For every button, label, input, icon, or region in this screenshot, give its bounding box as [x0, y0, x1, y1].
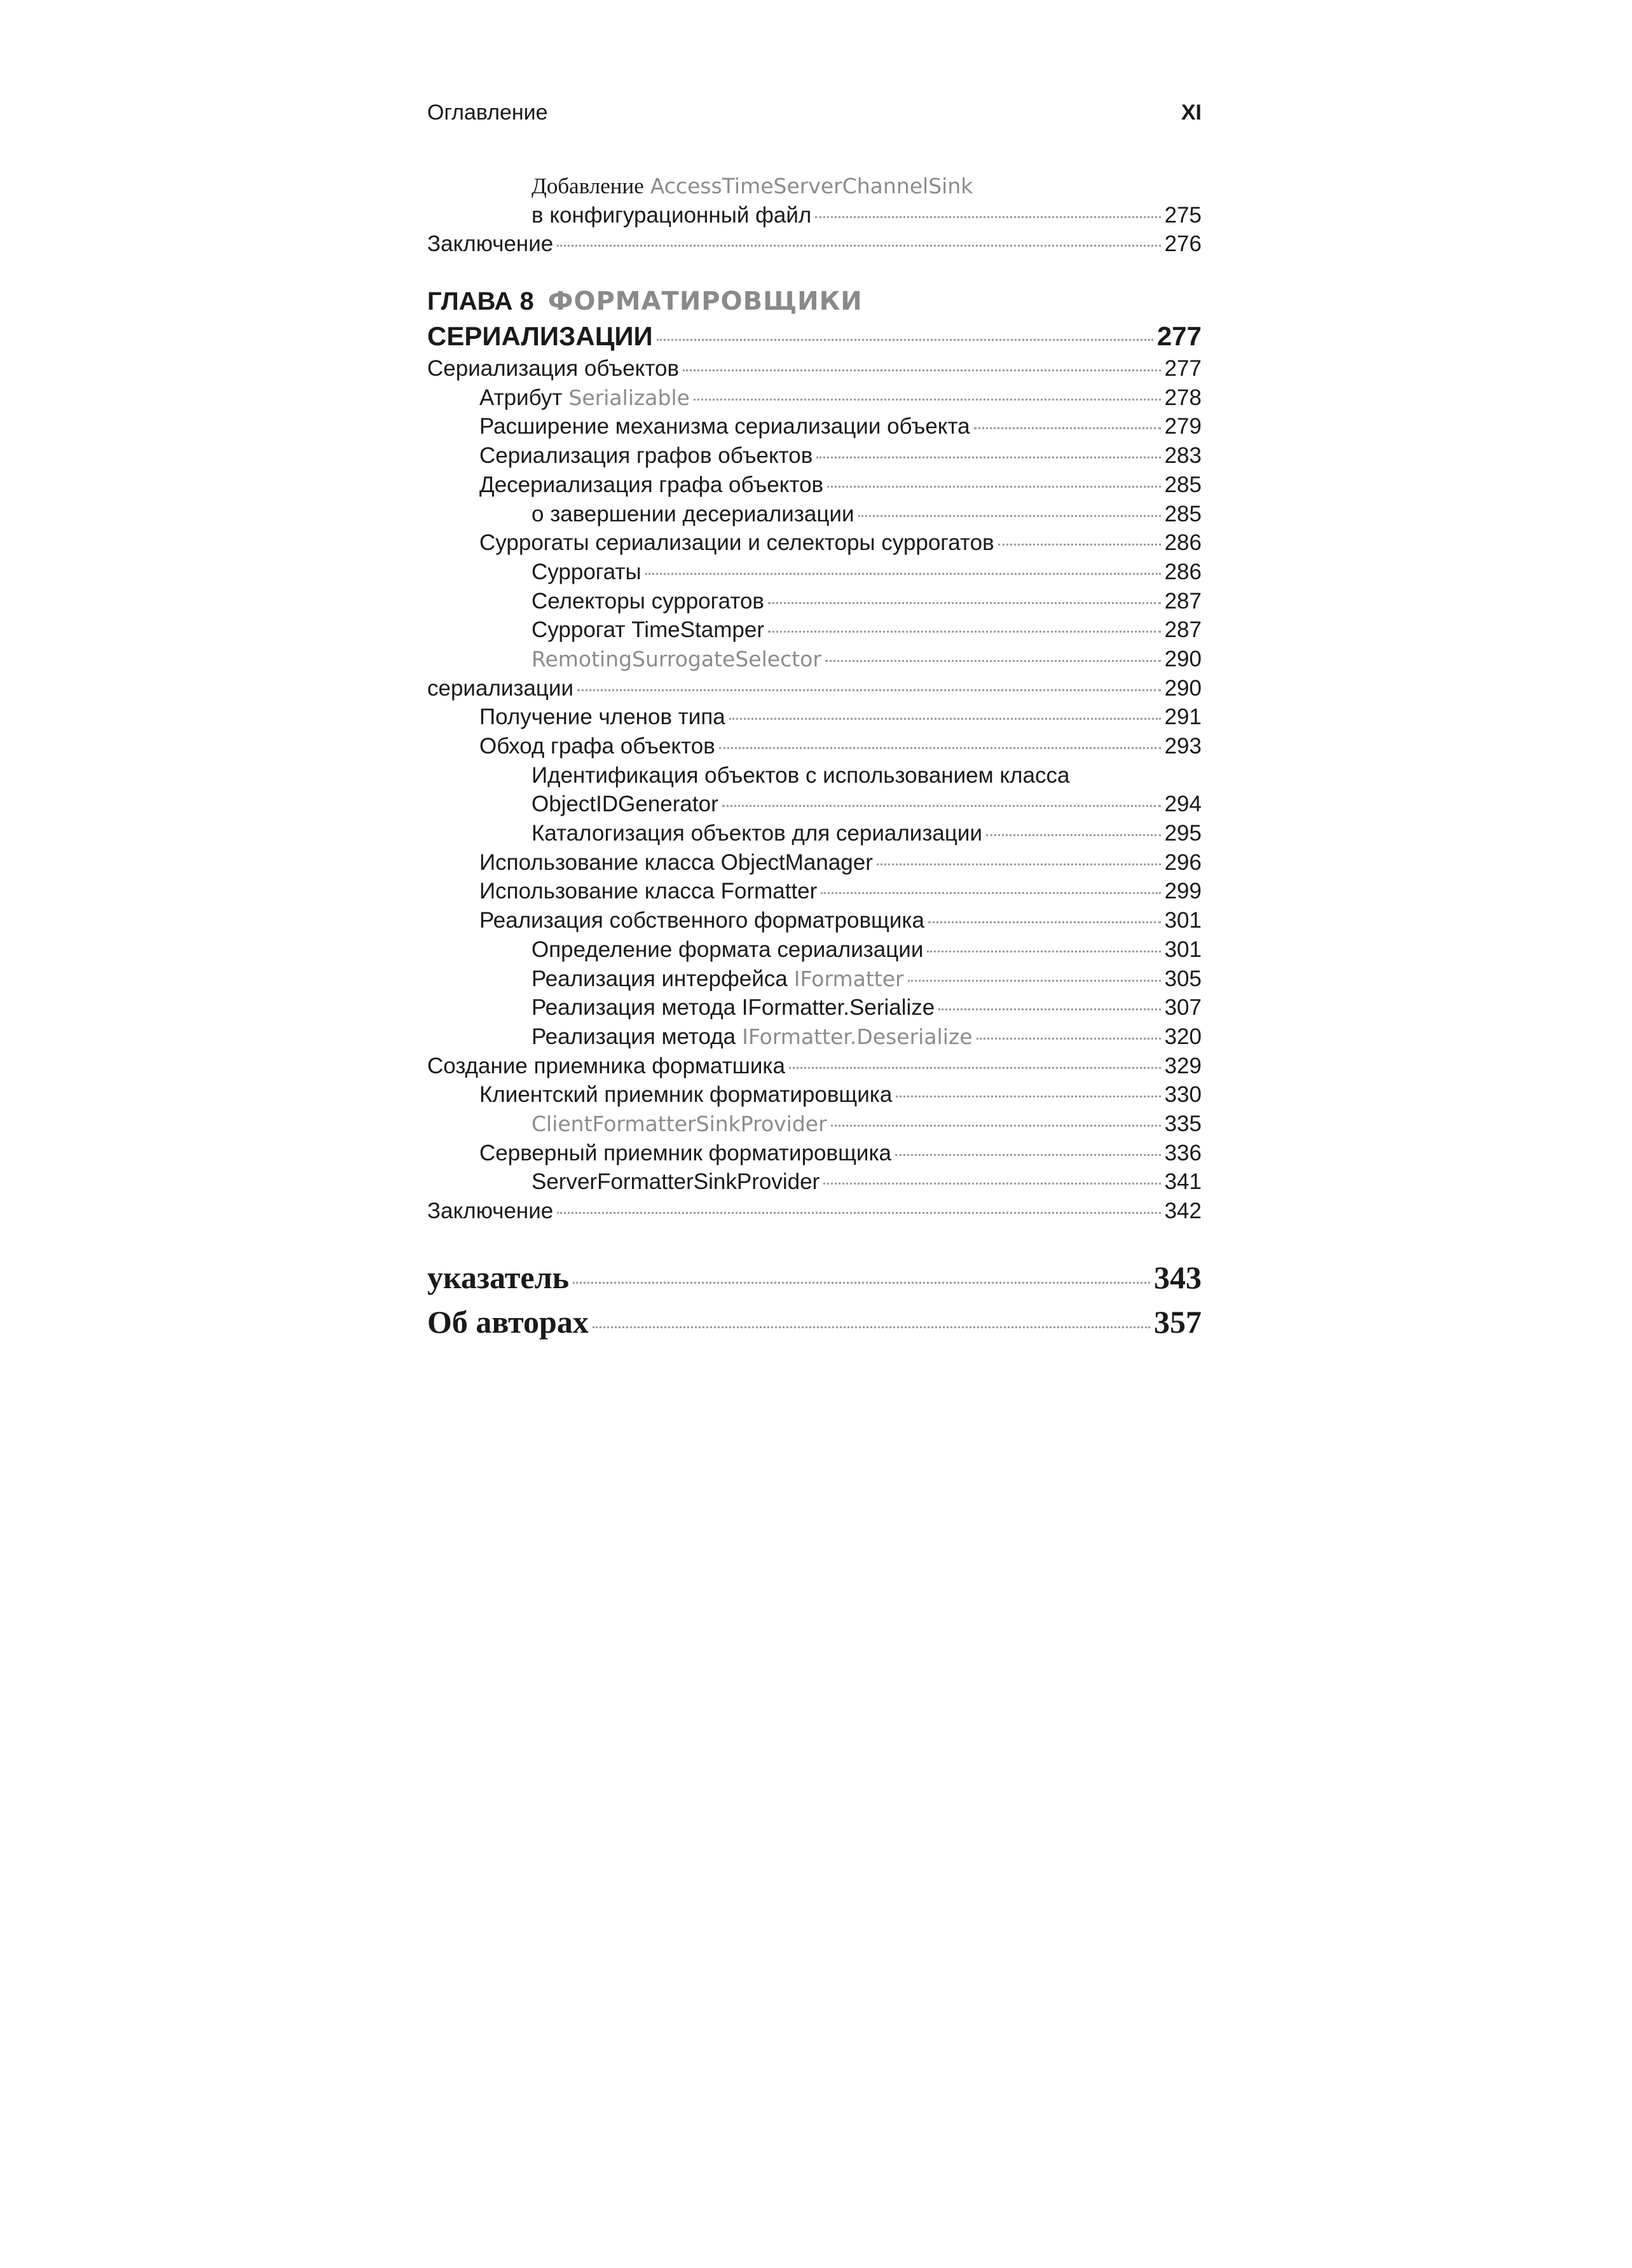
toc-entry-code: RemotingSurrogateSelector — [531, 646, 821, 671]
section-title: Оглавление — [427, 100, 548, 125]
toc-entry-text: Обход графа объектов — [479, 734, 715, 759]
dot-leader — [719, 747, 1161, 749]
toc-page-number: 330 — [1164, 1082, 1202, 1108]
toc-entry — [427, 848, 1202, 877]
toc-page-number: 293 — [1164, 734, 1202, 759]
dot-leader — [986, 834, 1161, 836]
toc-page-number: 285 — [1164, 472, 1202, 497]
toc-page-number: 294 — [1164, 792, 1202, 817]
toc-page-number: 343 — [1154, 1259, 1202, 1295]
toc-page-number: 287 — [1164, 588, 1202, 614]
toc-page-number: 357 — [1154, 1303, 1202, 1340]
toc-entry-text: Реализация собственного форматровщика — [479, 908, 924, 933]
dot-leader — [557, 1212, 1160, 1214]
toc-entry-text: ServerFormatterSinkProvider — [531, 1169, 820, 1195]
chapter-title: ФОРМАТИРОВЩИКИ — [547, 287, 863, 317]
toc-entry-text: Заключение — [427, 1199, 554, 1223]
chapter-label: ГЛАВА 8 — [427, 287, 534, 316]
toc-entry-text: Получение членов типа — [479, 704, 725, 730]
dot-leader — [645, 573, 1161, 575]
dot-leader — [694, 399, 1161, 401]
toc-entry-text: Реализация метода IFormatter.Serialize — [531, 995, 935, 1021]
toc-entry-text: Добавление — [531, 174, 644, 198]
toc-page-number: 278 — [1164, 385, 1202, 410]
toc-entry — [427, 877, 1202, 906]
toc-entry-text: Селекторы суррогатов — [531, 588, 765, 614]
toc-entry — [427, 703, 1202, 732]
toc-entry — [427, 790, 1202, 819]
toc-page-number: 335 — [1164, 1111, 1202, 1136]
dot-leader — [729, 718, 1161, 720]
toc-entry-text: Десериализация графа объектов — [479, 472, 824, 497]
toc-page-number: 285 — [1164, 501, 1202, 526]
toc-entry — [427, 528, 1202, 558]
toc-entry — [427, 172, 1202, 201]
toc-entry-text: Суррогаты — [531, 559, 641, 584]
toc-entry — [427, 761, 1202, 790]
dot-leader — [593, 1326, 1150, 1328]
dot-leader — [768, 602, 1161, 604]
dot-leader — [789, 1067, 1161, 1069]
toc-page-number: 342 — [1164, 1199, 1202, 1223]
toc-entry-text: Расширение механизма сериализации объекта — [479, 414, 970, 439]
dot-leader — [825, 660, 1161, 662]
dot-leader — [938, 1008, 1160, 1010]
toc-entry — [427, 1167, 1202, 1197]
toc-entry — [427, 1110, 1202, 1139]
dot-leader — [657, 339, 1153, 341]
toc-entry-text: ObjectIDGenerator — [531, 792, 718, 817]
toc-page-number: 279 — [1164, 414, 1202, 439]
dot-leader — [895, 1154, 1161, 1156]
toc-page-number: 305 — [1164, 966, 1202, 991]
toc-entry — [427, 674, 1202, 703]
toc-page-number: 276 — [1164, 231, 1202, 257]
toc-entry-text: Сериализация графов объектов — [479, 443, 813, 469]
toc-page-number: 329 — [1164, 1053, 1202, 1078]
toc-entry-index — [427, 1255, 1202, 1300]
toc-entry — [427, 819, 1202, 848]
toc-entry — [427, 471, 1202, 500]
chapter-page-number: 277 — [1156, 321, 1202, 352]
toc-entry — [427, 201, 1202, 230]
toc-entry-text: Использование класса Formatter — [479, 879, 818, 904]
toc-page-number: 277 — [1164, 356, 1202, 381]
dot-leader — [815, 216, 1160, 218]
toc-entry-code: ClientFormatterSinkProvider — [531, 1111, 827, 1136]
dot-leader — [821, 892, 1160, 894]
dot-leader — [577, 689, 1161, 691]
toc-entry-text: о завершении десериализации — [531, 501, 854, 526]
dot-leader — [573, 1282, 1150, 1284]
dot-leader — [831, 1125, 1161, 1127]
toc-entry-text: Использование класса ObjectManager — [479, 849, 873, 875]
toc-page-number: 290 — [1164, 675, 1202, 701]
dot-leader — [896, 1096, 1160, 1097]
toc-entry — [427, 615, 1202, 645]
toc-entry-text: Об авторах — [427, 1303, 589, 1340]
dot-leader — [908, 980, 1161, 982]
toc-page-number: 336 — [1164, 1140, 1202, 1165]
dot-leader — [557, 245, 1160, 247]
toc-entry — [427, 732, 1202, 761]
toc-entry-text: сериализации — [427, 675, 574, 701]
toc-entry — [427, 558, 1202, 587]
toc-entry-text: Суррогат TimeStamper — [531, 617, 764, 643]
toc-entry-text: Идентификация объектов с использованием класса — [531, 762, 1070, 788]
toc-page-number: 295 — [1164, 821, 1202, 846]
toc-entry — [427, 965, 1202, 994]
toc-entry-text: Определение формата сериализации — [531, 937, 924, 962]
page-number: XI — [1181, 100, 1202, 125]
toc-entry-code: AccessTimeServerChannelSink — [650, 174, 973, 198]
dot-leader — [768, 631, 1161, 633]
toc-entry-text: Атрибут — [479, 385, 563, 410]
toc-entry-text: Каталогизация объектов для сериализации — [531, 821, 982, 846]
toc-entry-code: IFormatter.Deserialize — [742, 1024, 973, 1049]
toc-entry-text: Создание приемника форматшика — [427, 1053, 785, 1078]
toc-page-number: 341 — [1164, 1169, 1202, 1195]
toc-page-number: 290 — [1164, 646, 1202, 671]
chapter-heading-line2 — [427, 319, 1202, 354]
running-head — [427, 100, 1202, 132]
toc-entry-authors — [427, 1300, 1202, 1344]
dot-leader — [827, 486, 1160, 488]
table-of-contents — [427, 172, 1202, 1344]
toc-entry — [427, 383, 1202, 413]
toc-page-number: 307 — [1164, 995, 1202, 1021]
dot-leader — [998, 544, 1161, 546]
dot-leader — [823, 1183, 1160, 1185]
toc-entry-text: Серверный приемник форматировщика — [479, 1140, 891, 1165]
toc-entry — [427, 354, 1202, 383]
toc-entry-text: Клиентский приемник форматировщика — [479, 1082, 893, 1108]
toc-entry — [427, 230, 1202, 259]
toc-entry-text: Реализация метода — [531, 1024, 736, 1049]
dot-leader — [683, 369, 1161, 371]
toc-page-number: 286 — [1164, 530, 1202, 556]
toc-entry-text: Реализация интерфейса — [531, 966, 788, 991]
toc-entry — [427, 645, 1202, 674]
toc-entry — [427, 412, 1202, 441]
toc-page-number: 287 — [1164, 617, 1202, 643]
toc-entry — [427, 1022, 1202, 1052]
toc-entry-text: в конфигурационный файл — [531, 202, 812, 228]
toc-entry — [427, 906, 1202, 935]
dot-leader — [927, 951, 1160, 952]
toc-page-number: 275 — [1164, 202, 1202, 228]
toc-page-number: 286 — [1164, 559, 1202, 584]
toc-entry — [427, 500, 1202, 529]
toc-entry-text: Суррогаты сериализации и селекторы суррогатов — [479, 530, 994, 556]
chapter-title-2: СЕРИАЛИЗАЦИИ — [427, 321, 653, 352]
toc-entry — [427, 1080, 1202, 1110]
toc-entry-text: Заключение — [427, 231, 554, 257]
toc-entry-code: Serializable — [568, 385, 690, 410]
dot-leader — [858, 515, 1161, 517]
toc-page-number: 301 — [1164, 937, 1202, 962]
dot-leader — [928, 921, 1161, 923]
toc-entry — [427, 993, 1202, 1022]
toc-page-number: 283 — [1164, 443, 1202, 469]
toc-entry-text: указатель — [427, 1259, 570, 1295]
toc-entry — [427, 587, 1202, 616]
chapter-heading — [427, 284, 1202, 319]
dot-leader — [974, 427, 1161, 429]
toc-entry-text: Сериализация объектов — [427, 356, 680, 381]
toc-page-number: 299 — [1164, 879, 1202, 904]
toc-entry — [427, 441, 1202, 471]
toc-page-number: 291 — [1164, 704, 1202, 730]
dot-leader — [877, 863, 1161, 865]
toc-entry-code: IFormatter — [793, 966, 904, 991]
dot-leader — [977, 1038, 1161, 1040]
dot-leader — [816, 457, 1160, 458]
toc-page-number: 320 — [1164, 1024, 1202, 1049]
toc-entry — [427, 1139, 1202, 1168]
toc-entry — [427, 1052, 1202, 1081]
dot-leader — [722, 805, 1161, 807]
toc-entry — [427, 1197, 1202, 1226]
toc-entry — [427, 935, 1202, 965]
toc-page-number: 301 — [1164, 908, 1202, 933]
toc-page-number: 296 — [1164, 849, 1202, 875]
